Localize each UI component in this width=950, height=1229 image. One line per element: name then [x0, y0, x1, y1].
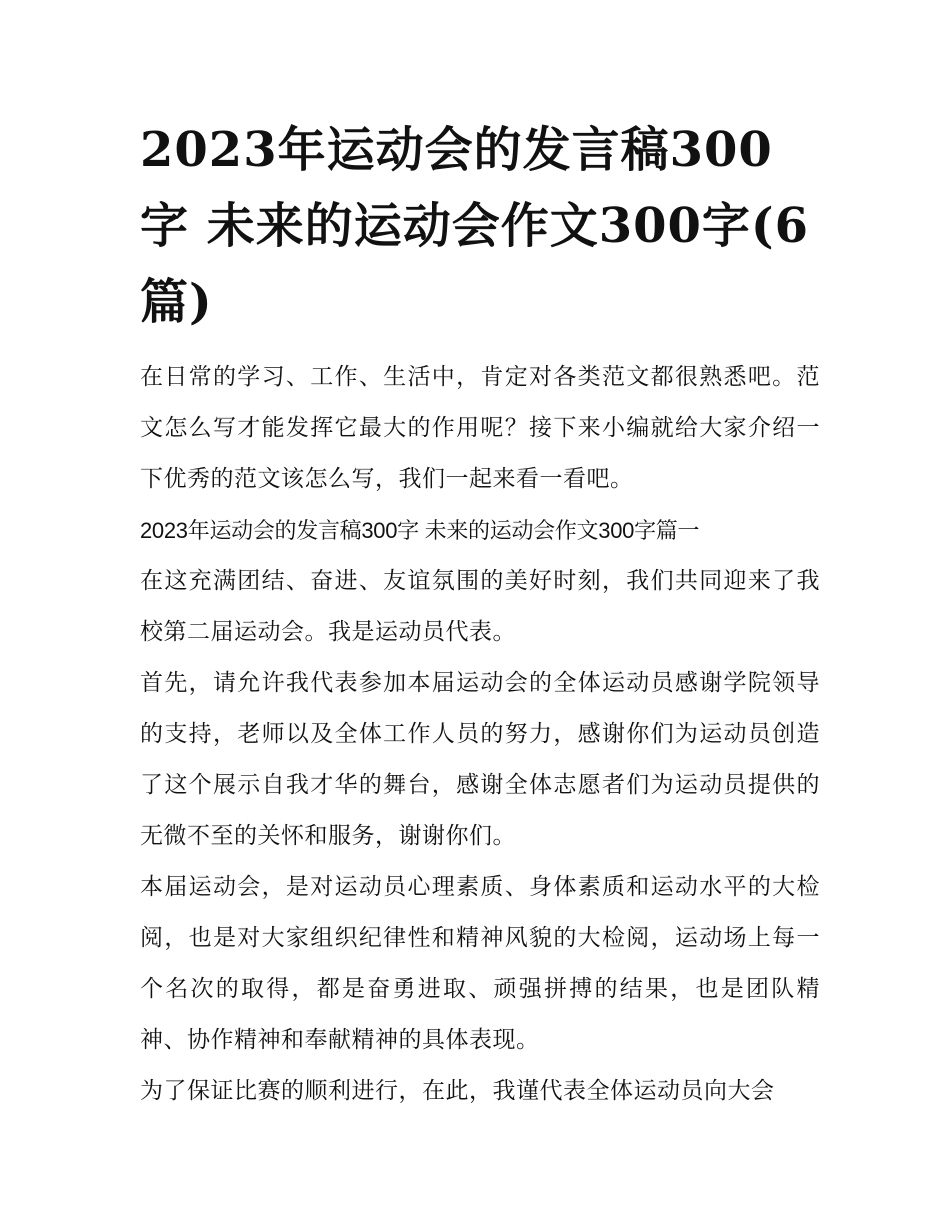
body-paragraph: 本届运动会，是对运动员心理素质、身体素质和运动水平的大检阅，也是对大家组织纪律性和精神风貌的大检阅，运动场上每一个名次的取得，都是奋勇进取、顽强拼搏的结果，也是团队精神、协作精神和奉献精神的具体表现。	[140, 874, 820, 1053]
document-title: 2023年运动会的发言稿300字 未来的运动会作文300字(6篇)	[140, 122, 810, 330]
section-heading: 2023年运动会的发言稿300字 未来的运动会作文300字篇一	[140, 518, 700, 543]
body-paragraph: 为了保证比赛的顺利进行，在此，我谨代表全体运动员向大会	[140, 1078, 775, 1104]
document-page	[140, 112, 820, 1117]
body-paragraph: 在这充满团结、奋进、友谊氛围的美好时刻，我们共同迎来了我校第二届运动会。我是运动员代表。	[140, 568, 820, 645]
intro-paragraph: 在日常的学习、工作、生活中，肯定对各类范文都很熟悉吧。范文怎么写才能发挥它最大的作用呢？接下来小编就给大家介绍一下优秀的范文该怎么写，我们一起来看一看吧。	[140, 364, 820, 492]
body-paragraph: 首先，请允许我代表参加本届运动会的全体运动员感谢学院领导的支持，老师以及全体工作人员的努力，感谢你们为运动员创造了这个展示自我才华的舞台，感谢全体志愿者们为运动员提供的无微不至的关怀和服务，谢谢你们。	[140, 670, 820, 849]
